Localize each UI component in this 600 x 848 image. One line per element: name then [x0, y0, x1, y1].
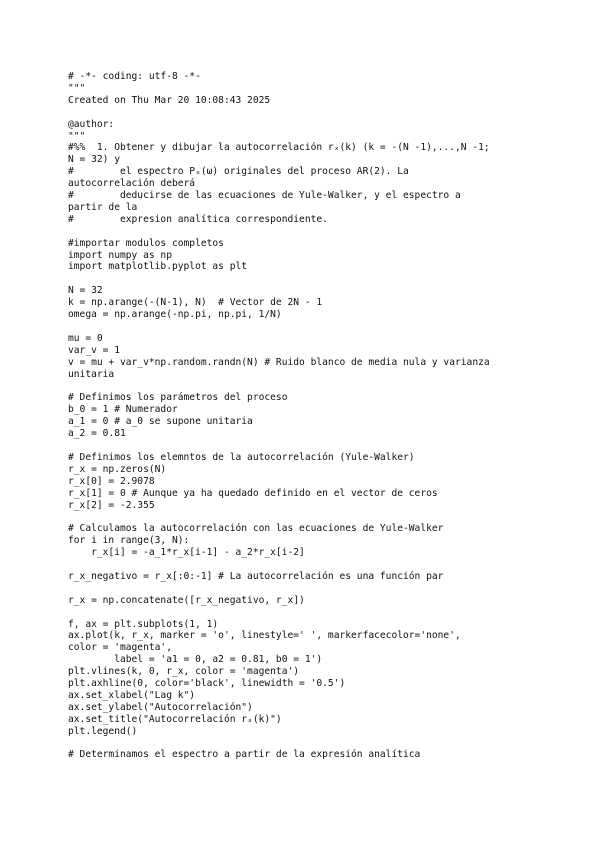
- code-line: # el espectro Pₓ(ω) originales del proceso AR(2). La: [68, 166, 409, 178]
- code-line: import numpy as np: [68, 249, 172, 261]
- code-line: plt.vlines(k, 0, r_x, color = 'magenta'): [68, 666, 300, 678]
- code-line: ax.set_ylabel("Autocorrelación"): [68, 701, 253, 713]
- code-line: r_x_negativo = r_x[:0:-1] # La autocorrelación es una función par: [68, 570, 444, 582]
- python-code-listing: [68, 71, 538, 761]
- code-line: k = np.arange(-(N-1), N) # Vector de 2N - 1: [68, 297, 323, 309]
- code-line: # Determinamos el espectro a partir de la expresión analítica: [68, 749, 421, 761]
- code-line: a_2 = 0.81: [68, 428, 126, 440]
- code-line: N = 32: [68, 285, 103, 297]
- code-line: autocorrelación deberá: [68, 178, 196, 190]
- code-line: [68, 226, 538, 238]
- code-line: [68, 273, 538, 285]
- code-line: plt.legend(): [68, 725, 138, 737]
- code-line: [68, 107, 538, 119]
- code-line: ax.set_title("Autocorrelación rₓ(k)"): [68, 713, 282, 725]
- code-line: N = 32) y: [68, 154, 120, 166]
- code-line: """: [68, 82, 86, 94]
- code-line: r_x[i] = -a_1*r_x[i-1] - a_2*r_x[i-2]: [68, 547, 305, 559]
- code-line: [68, 440, 538, 452]
- code-line: [68, 607, 538, 619]
- code-line: # Definimos los parámetros del proceso: [68, 392, 288, 404]
- code-line: @author:: [68, 118, 115, 130]
- code-line: for i in range(3, N):: [68, 535, 190, 547]
- code-line: r_x = np.zeros(N): [68, 463, 167, 475]
- code-line: r_x = np.concatenate([r_x_negativo, r_x]): [68, 594, 305, 606]
- code-line: #importar modulos completos: [68, 237, 224, 249]
- code-line: # expresion analítica correspondiente.: [68, 213, 328, 225]
- code-line: var_v = 1: [68, 344, 120, 356]
- code-line: label = 'a1 = 0, a2 = 0.81, b0 = 1'): [68, 654, 323, 666]
- code-line: [68, 583, 538, 595]
- code-line: r_x[2] = -2.355: [68, 499, 155, 511]
- code-line: plt.axhline(0, color='black', linewidth = '0.5'): [68, 678, 346, 690]
- code-line: [68, 511, 538, 523]
- code-line: r_x[0] = 2.9078: [68, 475, 155, 487]
- code-line: partir de la: [68, 201, 138, 213]
- code-line: f, ax = plt.subplots(1, 1): [68, 618, 219, 630]
- code-line: unitaria: [68, 368, 115, 380]
- code-line: ax.plot(k, r_x, marker = 'o', linestyle=' ', markerfacecolor='none',: [68, 630, 461, 642]
- code-line: [68, 321, 538, 333]
- code-line: a_1 = 0 # a_0 se supone unitaria: [68, 416, 253, 428]
- code-line: mu = 0: [68, 332, 103, 344]
- code-line: # deducirse de las ecuaciones de Yule-Walker, y el espectro a: [68, 190, 461, 202]
- code-line: r_x[1] = 0 # Aunque ya ha quedado definido en el vector de ceros: [68, 487, 438, 499]
- code-line: b_0 = 1 # Numerador: [68, 404, 178, 416]
- code-line: Created on Thu Mar 20 10:08:43 2025: [68, 94, 271, 106]
- code-line: # Calculamos la autocorrelación con las ecuaciones de Yule-Walker: [68, 523, 444, 535]
- code-line: import matplotlib.pyplot as plt: [68, 261, 248, 273]
- code-line: [68, 738, 538, 750]
- code-line: [68, 559, 538, 571]
- code-line: # Definimos los elemntos de la autocorrelación (Yule-Walker): [68, 451, 415, 463]
- code-line: [68, 381, 538, 393]
- code-line: # -*- coding: utf-8 -*-: [68, 71, 201, 82]
- code-line: #%% 1. Obtener y dibujar la autocorrelación rₓ(k) (k = -(N -1),...,N -1;: [68, 142, 490, 154]
- code-line: ax.set_xlabel("Lag k"): [68, 689, 196, 701]
- code-line: omega = np.arange(-np.pi, np.pi, 1/N): [68, 309, 282, 321]
- code-line: v = mu + var_v*np.random.randn(N) # Ruido blanco de media nula y varianza: [68, 356, 490, 368]
- code-line: color = 'magenta',: [68, 642, 172, 654]
- code-line: """: [68, 130, 86, 142]
